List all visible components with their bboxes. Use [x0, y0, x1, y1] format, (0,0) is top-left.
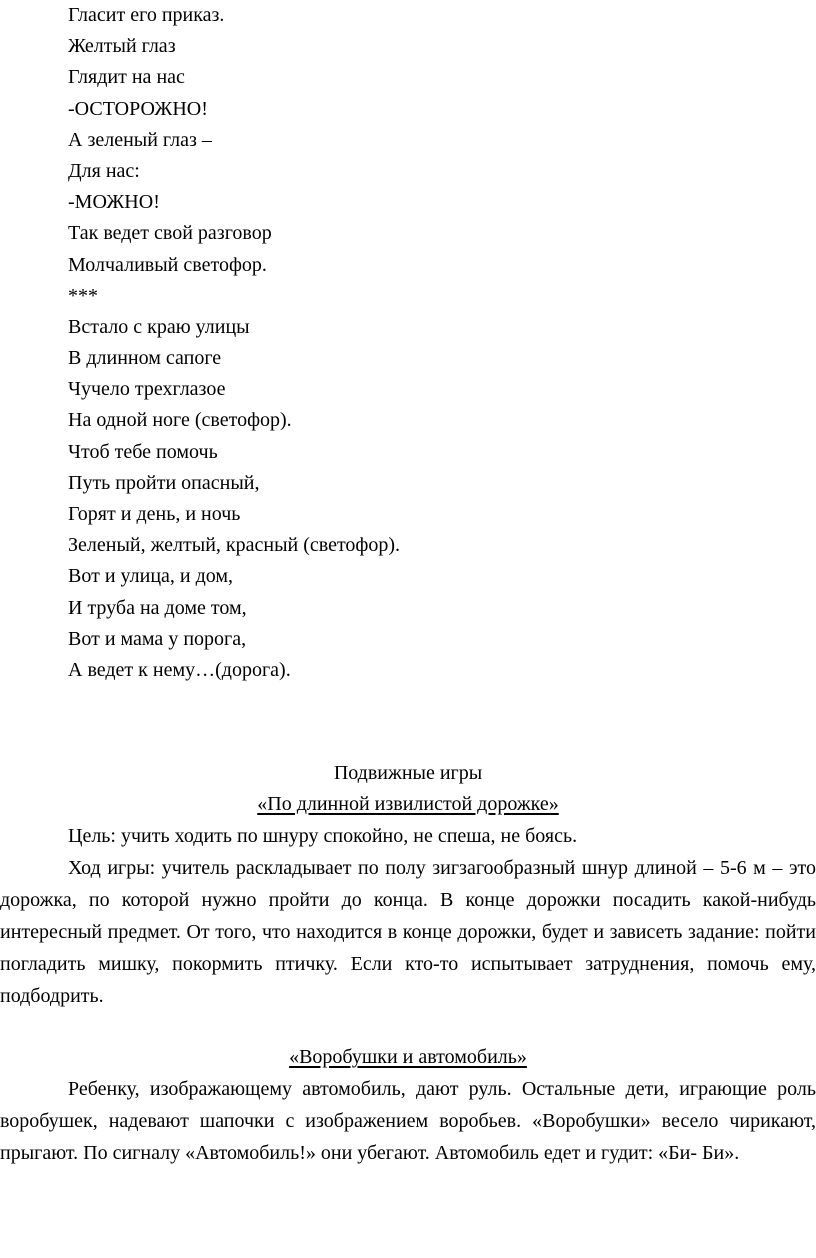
poem-line: Глядит на нас: [68, 66, 185, 89]
game-description: Ребенку, изображающему автомобиль, дают руль. Остальные дети, играющие роль воробушек, надевают шапочки с изображением воробьев. «Воробушки» весело чирикают, прыгают. По сигналу «Автомобиль!» они убегают. Автомобиль едет и гудит: «Би- Би».: [0, 1078, 816, 1164]
game-title: [0, 1042, 816, 1073]
poem-line: Желтый глаз: [68, 35, 176, 58]
poem-line: Путь пройти опасный,: [68, 471, 260, 494]
poem-line: Молчаливый светофор.: [68, 253, 267, 276]
section-heading: Подвижные игры: [333, 762, 483, 784]
poem-line: А зеленый глаз –: [68, 128, 212, 151]
poem-line: -ОСТОРОЖНО!: [68, 97, 208, 120]
poem-line: -МОЖНО!: [68, 191, 160, 214]
poem-line: Горят и день, и ночь: [68, 503, 241, 525]
game-title: [0, 789, 816, 820]
poem: [68, 0, 768, 686]
game-title-text: «По длинной извилистой дорожке»: [257, 793, 559, 815]
poem-line: А ведет к нему…(дорога).: [68, 658, 291, 681]
poem-line: На одной ноге (светофор).: [68, 409, 292, 432]
poem-line: Вот и мама у порога,: [68, 627, 247, 650]
poem-line: Гласит его приказ.: [68, 4, 225, 26]
poem-line: Чтоб тебе помочь: [68, 440, 218, 463]
poem-line: Встало с краю улицы: [68, 315, 250, 338]
game-description: Ход игры: учитель раскладывает по полу зигзагообразный шнур длиной – 5-6 м – это дорожка, по которой нужно пройти до конца. В конце дорожки посадить какой-нибудь интересный предмет. От того, что находится в конце дорожки, будет и зависеть задание: пойти погладить мишку, покормить птичку. Если кто-то испытывает затруднения, помочь ему, подбодрить.: [0, 857, 816, 1007]
poem-line: Для нас:: [68, 159, 140, 182]
game-title-text: «Воробушки и автомобиль»: [289, 1046, 527, 1068]
poem-line: Вот и улица, и дом,: [68, 565, 234, 588]
poem-line: Зеленый, желтый, красный (светофор).: [68, 534, 401, 557]
poem-line: В длинном сапоге: [68, 347, 222, 370]
poem-line: Так ведет свой разговор: [68, 222, 272, 245]
game-goal: Цель: учить ходить по шнуру спокойно, не спеша, не боясь.: [68, 825, 578, 847]
poem-line: И труба на доме том,: [68, 596, 247, 619]
poem-line: Чучело трехглазое: [68, 378, 226, 401]
poem-separator: ***: [68, 284, 98, 307]
